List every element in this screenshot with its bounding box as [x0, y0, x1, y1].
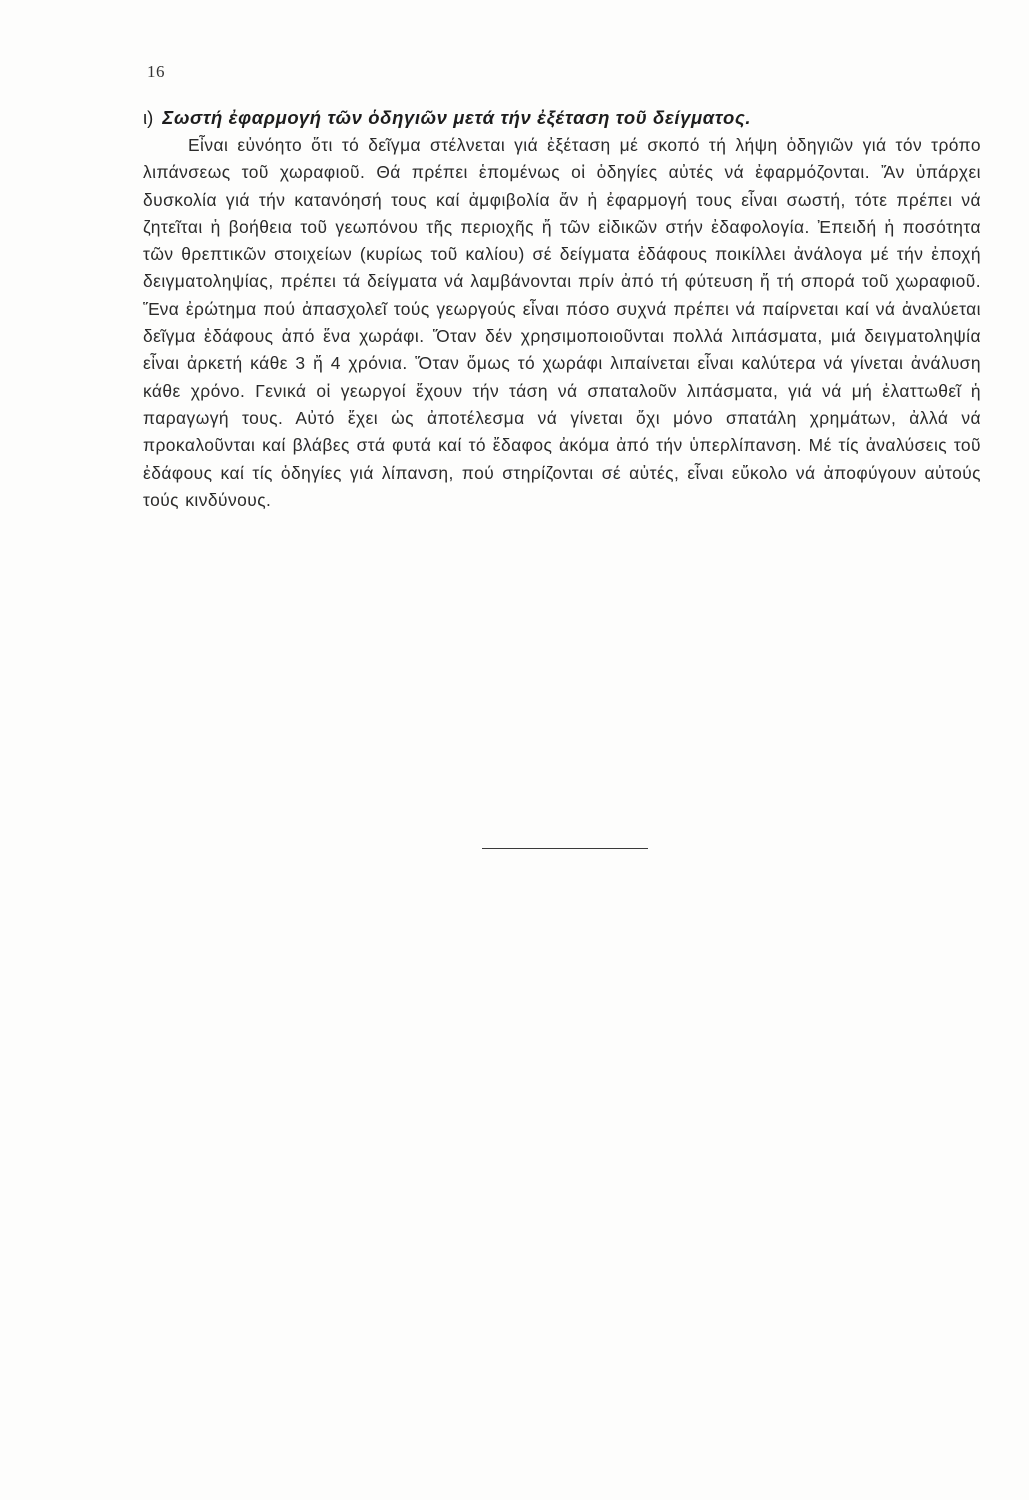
section-paragraph: Εἶναι εὐνόητο ὅτι τό δεῖγμα στέλνεται γιά ἐξέταση μέ σκοπό τή λήψη ὁδηγιῶν γιά τόν τρόπο λιπάνσεως τοῦ χωραφιοῦ. Θά πρέπει ἑπομένως οἱ ὁδηγίες αὐτές νά ἐφαρμόζονται. Ἄν ὑπάρχει δυσκολία γιά τήν κατανόησή τους καί ἀμφιβολία ἄν ἡ ἐφαρμογή τους εἶναι σωστή, τότε πρέπει νά ζητεῖται ἡ βοήθεια τοῦ γεωπόνου τῆς περιοχῆς ἤ τῶν εἰδικῶν στήν ἐδαφολογία. Ἐπειδή ἡ ποσότητα τῶν θρεπτικῶν στοιχείων (κυρίως τοῦ καλίου) σέ δείγματα ἐδάφους ποικίλλει ἀνάλογα μέ τήν ἐποχή δειγματοληψίας, πρέπει τά δείγματα νά λαμβάνονται πρίν ἀπό τή φύτευση ἤ τή σπορά τοῦ χωραφιοῦ. Ἕνα ἐρώτημα πού ἀπασχολεῖ τούς γεωργούς εἶναι πόσο συχνά πρέπει νά παίρνεται καί νά ἀναλύεται δεῖγμα ἐδάφους ἀπό ἕνα χωράφι. Ὅταν δέν χρησιμοποιοῦνται πολλά λιπάσματα, μιά δειγματοληψία εἶναι ἀρκετή κάθε 3 ἤ 4 χρόνια. Ὅταν ὅμως τό χωράφι λιπαίνεται εἶναι καλύτερα νά γίνεται ἀνάλυση κάθε χρόνο. Γενικά οἱ γεωργοί ἔχουν τήν τάση νά σπαταλοῦν λιπάσματα, γιά νά μή ἐλαττωθεῖ ἡ παραγωγή τους. Αὐτό ἔχει ὡς ἀποτέλεσμα νά γίνεται ὄχι μόνο σπατάλη χρημάτων, ἀλλά νά προκαλοῦνται καί βλάβες στά φυτά καί τό ἔδαφος ἀκόμα ἀπό τήν ὑπερλίπανση. Μέ τίς ἀναλύσεις τοῦ ἐδάφους καί τίς ὁδηγίες γιά λίπανση, πού στηρίζονται σέ αὐτές, εἶναι εὔκολο νά ἀποφύγουν αὐτούς τούς κινδύνους.	[143, 135, 981, 510]
section-title: Σωστή ἐφαρμογή τῶν ὁδηγιῶν μετά τήν ἐξέταση τοῦ δείγματος.	[162, 107, 752, 128]
footer-divider	[482, 848, 648, 849]
page-number: 16	[147, 62, 165, 81]
section-marker: ι)	[143, 107, 154, 128]
section-iota	[143, 103, 981, 514]
section-heading	[143, 103, 981, 132]
